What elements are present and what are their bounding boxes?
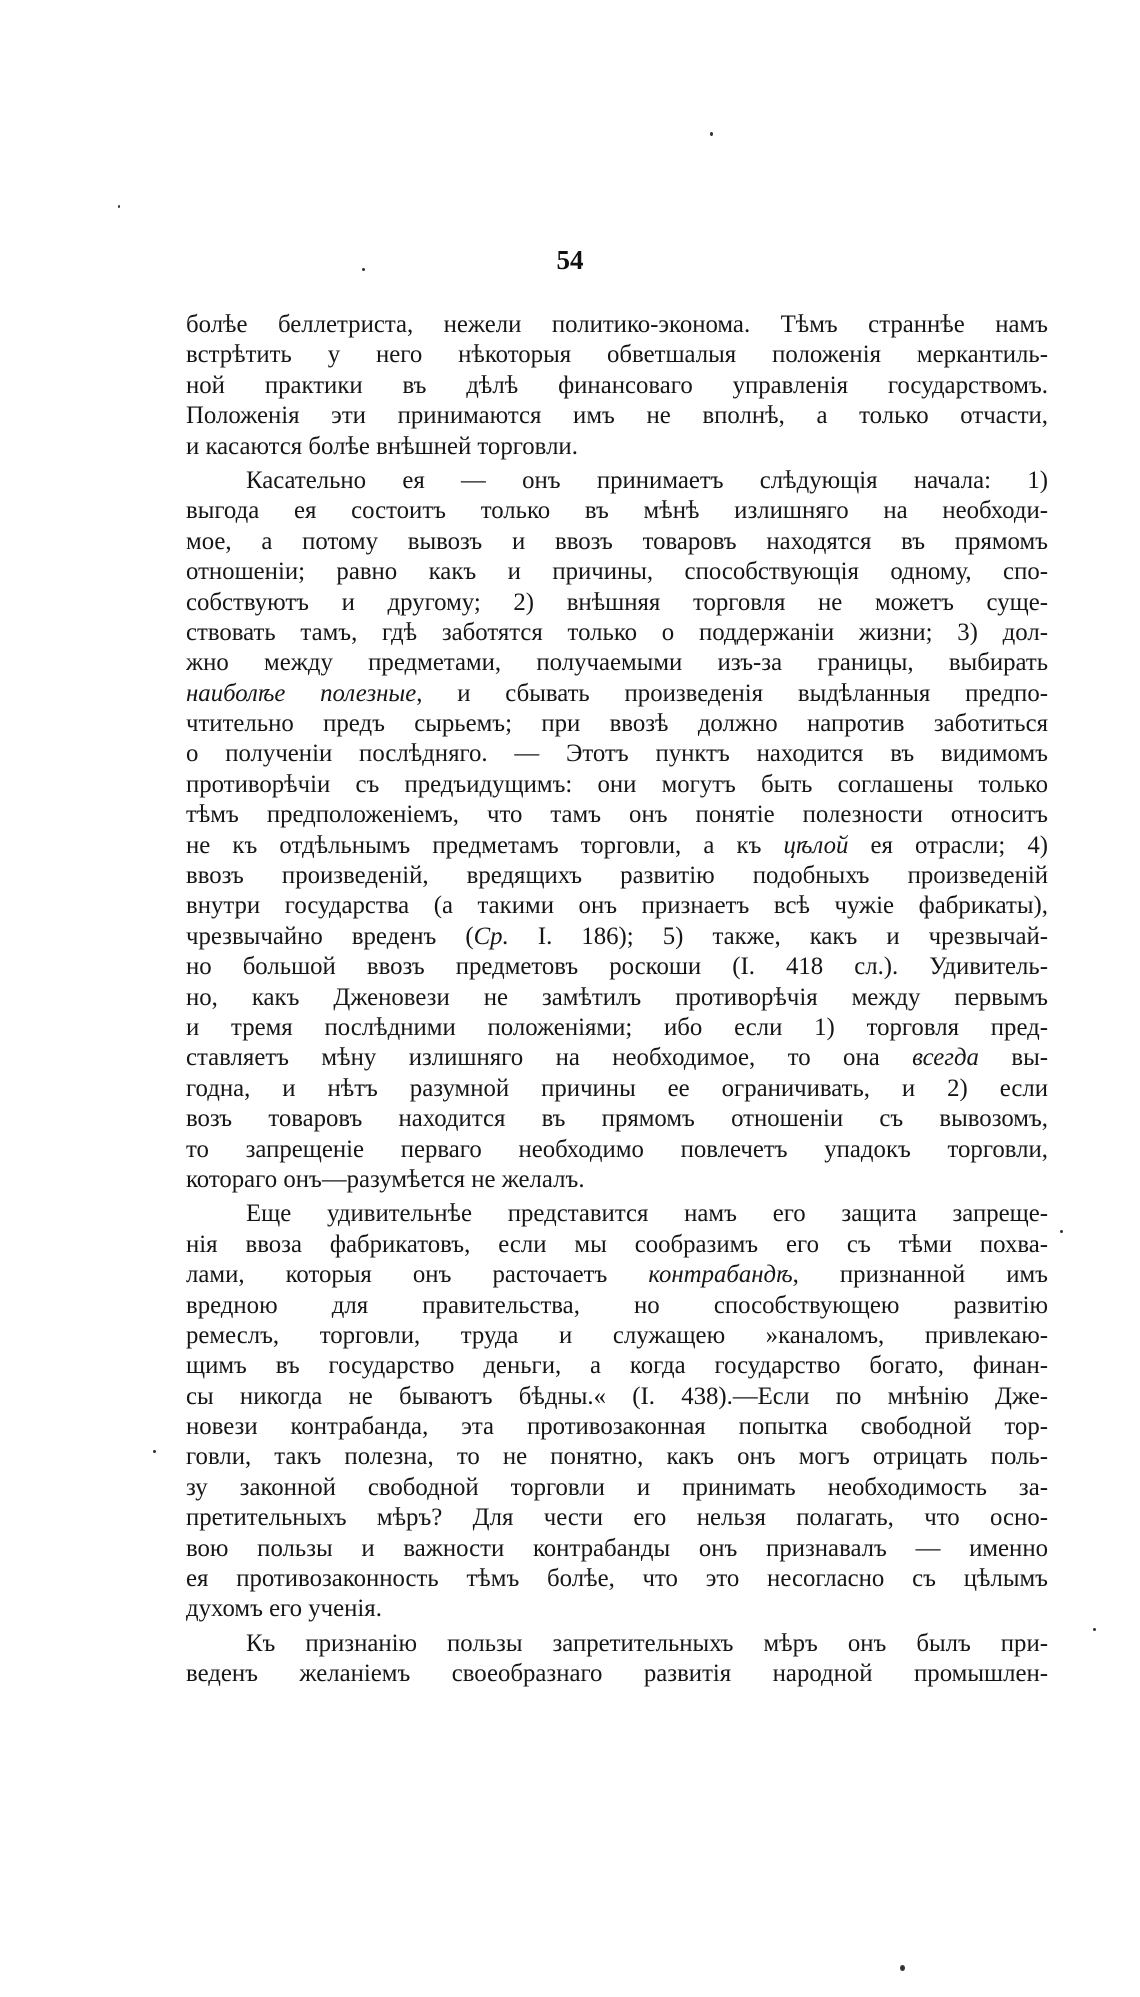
text-segment: Еще удивительнѣе представится намъ его защита запреще- — [246, 1200, 1048, 1228]
text-segment: то запрещеніе перваго необходимо повлечетъ упадокъ торговли, — [186, 1135, 1048, 1163]
text-line — [186, 1199, 1048, 1229]
text-line — [186, 1074, 1048, 1104]
text-line — [186, 1043, 1048, 1073]
text-line — [186, 371, 1048, 401]
paragraph — [186, 1199, 1048, 1624]
text-segment: ремеслъ, торговли, труда и служащею »каналомъ, привлекаю- — [186, 1321, 1048, 1349]
text-segment: противорѣчіи съ предъидущимъ: они могутъ быть соглашены только — [186, 770, 1048, 798]
text-line — [186, 557, 1048, 587]
text-line — [186, 1135, 1048, 1165]
italic-text: наиболѣе полезные — [186, 679, 417, 707]
text-line — [186, 588, 1048, 618]
text-segment: новези контрабанда, эта противозаконная попытка свободной тор- — [186, 1413, 1048, 1441]
italic-text: цѣлой — [783, 831, 849, 859]
text-line — [186, 1564, 1048, 1594]
text-line — [186, 1503, 1048, 1533]
paragraph — [186, 466, 1048, 1195]
page-number: 54 — [556, 245, 584, 275]
text-line — [186, 1104, 1048, 1134]
text-line — [186, 1442, 1048, 1472]
text-line — [186, 401, 1048, 431]
text-segment: зу законной свободной торговли и принимать необходимость за- — [186, 1473, 1048, 1501]
text-line — [186, 1659, 1048, 1689]
text-line — [186, 1260, 1048, 1290]
text-line — [186, 432, 1048, 462]
text-segment: духомъ его ученія. — [186, 1595, 382, 1623]
text-line — [186, 1473, 1048, 1503]
text-segment: нія ввоза фабрикатовъ, если мы сообразимъ его съ тѣми похва- — [186, 1230, 1048, 1258]
text-segment: мое, а потому вывозъ и ввозъ товаровъ находятся въ прямомъ — [186, 527, 1048, 555]
text-segment: не къ отдѣльнымъ предметамъ торговли, а къ — [186, 831, 784, 859]
text-line — [186, 310, 1048, 340]
text-line — [186, 891, 1048, 921]
text-segment: щимъ въ государство деньги, а когда государство богато, финан- — [186, 1352, 1048, 1380]
paper-speck — [362, 268, 365, 271]
text-segment: собствуютъ и другому; 2) внѣшняя торговля не можетъ суще- — [186, 588, 1048, 616]
text-segment: но большой ввозъ предметовъ роскоши (I. 418 сл.). Удивитель- — [186, 953, 1048, 981]
text-line — [186, 709, 1048, 739]
text-segment: веденъ желаніемъ своеобразнаго развитія народной промышлен- — [186, 1660, 1048, 1688]
text-line — [186, 1321, 1048, 1351]
text-segment: , признанной имъ — [792, 1261, 1048, 1289]
text-line — [186, 1534, 1048, 1564]
text-line — [186, 1629, 1048, 1659]
text-line — [186, 952, 1048, 982]
text-segment: котораго онъ—разумѣется не желалъ. — [186, 1165, 585, 1193]
text-segment: вредною для правительства, но способствующею развитію — [186, 1291, 1048, 1319]
paper-speck — [900, 1965, 905, 1971]
text-line — [186, 739, 1048, 769]
text-line — [186, 679, 1048, 709]
text-line — [186, 1165, 1048, 1195]
text-segment: чрезвычайно вреденъ ( — [186, 922, 474, 950]
paper-speck — [1060, 1230, 1063, 1233]
text-line — [186, 618, 1048, 648]
text-line — [186, 831, 1048, 861]
italic-text: контрабандѣ — [648, 1261, 793, 1289]
text-segment: отношеніи; равно какъ и причины, способствующія одному, спо- — [186, 558, 1048, 586]
text-line — [186, 648, 1048, 678]
text-segment: I. 186); 5) также, какъ и чрезвычай- — [508, 922, 1048, 950]
text-line — [186, 861, 1048, 891]
text-line — [186, 983, 1048, 1013]
text-line — [186, 1351, 1048, 1381]
text-segment: болѣе беллетриста, нежели политико-эконома. Тѣмъ страннѣе намъ — [186, 311, 1048, 338]
text-segment: говли, такъ полезна, то не понятно, какъ онъ могъ отрицать поль- — [186, 1443, 1048, 1471]
text-segment: Къ признанію пользы запретительныхъ мѣръ онъ былъ при- — [246, 1629, 1048, 1657]
text-line — [186, 922, 1048, 952]
text-segment: сы никогда не бываютъ бѣдны.« (I. 438).—Если по мнѣнію Дже- — [186, 1382, 1048, 1410]
text-line — [186, 800, 1048, 830]
text-segment: жно между предметами, получаемыми изъ-за границы, выбирать — [186, 649, 1048, 677]
text-segment: ставляетъ мѣну излишняго на необходимое, то она — [186, 1044, 913, 1072]
text-segment: внутри государства (а такими онъ признаетъ всѣ чужіе фабрикаты), — [186, 892, 1048, 920]
paper-speck — [1093, 1628, 1096, 1631]
text-line — [186, 466, 1048, 496]
text-line — [186, 1291, 1048, 1321]
text-line — [186, 1230, 1048, 1260]
text-segment: ея отрасли; 4) — [848, 831, 1048, 859]
text-line — [186, 1412, 1048, 1442]
text-segment: но, какъ Дженовези не замѣтилъ противорѣчія между первымъ — [186, 983, 1048, 1011]
text-segment: вы- — [978, 1044, 1048, 1072]
paper-speck — [118, 205, 120, 208]
text-line — [186, 527, 1048, 557]
text-line — [186, 496, 1048, 526]
text-segment: возъ товаровъ находится въ прямомъ отношеніи съ вывозомъ, — [186, 1105, 1048, 1133]
paper-speck — [153, 1450, 156, 1453]
paper-speck — [710, 132, 713, 136]
text-segment: лами, которыя онъ расточаетъ — [186, 1261, 649, 1289]
text-line — [186, 1382, 1048, 1412]
text-segment: чтительно предъ сырьемъ; при ввозѣ должно напротив заботиться — [186, 710, 1048, 738]
text-segment: годна, и нѣтъ разумной причины ее ограничивать, и 2) если — [186, 1074, 1048, 1102]
italic-text: Ср. — [473, 922, 509, 950]
text-segment: ввозъ произведеній, вредящихъ развитію подобныхъ произведеній — [186, 862, 1048, 890]
body-text — [186, 310, 1048, 1690]
paragraph — [186, 310, 1048, 462]
text-segment: претительныхъ мѣръ? Для чести его нельзя полагать, что осно- — [186, 1504, 1048, 1532]
text-segment: и тремя послѣдними положеніями; ибо если 1) торговля пред- — [186, 1013, 1048, 1041]
text-line — [186, 1013, 1048, 1043]
text-segment: выгода ея состоитъ только въ мѣнѣ излишняго на необходи- — [186, 497, 1048, 525]
text-segment: Положенія эти принимаются имъ не вполнѣ, а только отчасти, — [186, 402, 1048, 430]
text-segment: вою пользы и важности контрабанды онъ признавалъ — именно — [186, 1534, 1048, 1562]
text-segment: о полученіи послѣдняго. — Этотъ пунктъ находится въ видимомъ — [186, 740, 1048, 768]
paragraph — [186, 1629, 1048, 1690]
text-segment: Касательно ея — онъ принимаетъ слѣдующія начала: 1) — [246, 466, 1048, 494]
text-segment: и касаются болѣе внѣшней торговли. — [186, 432, 578, 460]
italic-text: всегда — [912, 1044, 979, 1072]
text-line — [186, 1594, 1048, 1624]
text-segment: ея противозаконность тѣмъ болѣе, что это несогласно съ цѣлымъ — [186, 1565, 1048, 1593]
text-segment: ствовать тамъ, гдѣ заботятся только о поддержаніи жизни; 3) дол- — [186, 618, 1048, 646]
text-line — [186, 340, 1048, 370]
text-segment: , и сбывать произведенія выдѣланныя предпо- — [416, 679, 1048, 707]
text-segment: тѣмъ предположеніемъ, что тамъ онъ понятіе полезности относитъ — [186, 801, 1048, 829]
text-segment: встрѣтить у него нѣкоторыя обветшалыя положенія меркантиль- — [186, 341, 1048, 369]
text-line — [186, 770, 1048, 800]
text-segment: ной практики въ дѣлѣ финансоваго управленія государствомъ. — [186, 371, 1048, 399]
